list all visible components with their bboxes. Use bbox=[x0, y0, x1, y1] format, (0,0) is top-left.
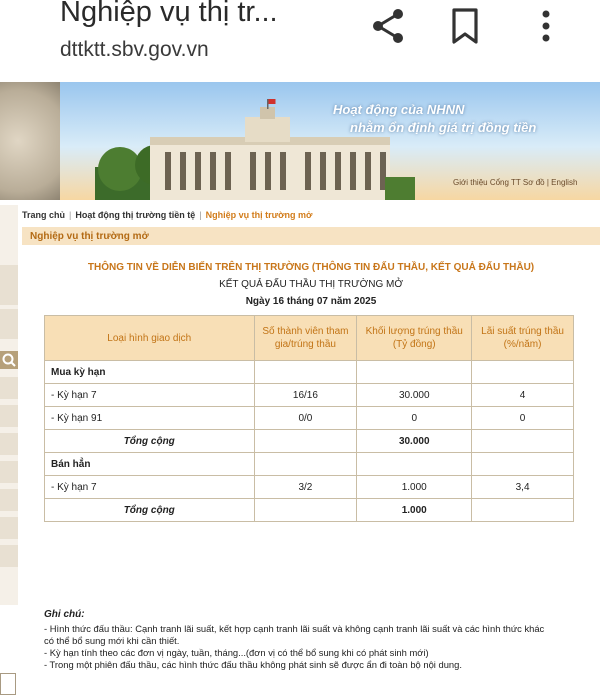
table-cell bbox=[357, 453, 472, 476]
table-row bbox=[45, 476, 574, 499]
table-cell bbox=[357, 361, 472, 384]
notes bbox=[44, 609, 604, 671]
sidebar-block[interactable] bbox=[0, 433, 18, 455]
link-english[interactable]: English bbox=[551, 178, 578, 187]
notes-title: Ghi chú: bbox=[44, 609, 85, 620]
sidebar-block[interactable] bbox=[0, 309, 18, 339]
breadcrumb-money-market[interactable]: Hoạt động thị trường tiền tệ bbox=[75, 210, 196, 220]
table-cell: 3,4 bbox=[472, 476, 574, 499]
table-cell: 1.000 bbox=[357, 476, 472, 499]
table-row bbox=[45, 453, 574, 476]
table-cell: 0 bbox=[357, 407, 472, 430]
table-row bbox=[45, 407, 574, 430]
table-cell: 0/0 bbox=[254, 407, 357, 430]
share-icon[interactable] bbox=[368, 6, 408, 46]
table-cell: - Kỳ hạn 91 bbox=[45, 407, 255, 430]
header-volume: Khối lượng trúng thầu (Tỷ đồng) bbox=[357, 316, 472, 361]
table-cell: - Kỳ hạn 7 bbox=[45, 476, 255, 499]
header-transaction-type: Loại hình giao dịch bbox=[45, 316, 255, 361]
table-cell: Mua kỳ hạn bbox=[45, 361, 255, 384]
table-cell: Bán hẳn bbox=[45, 453, 255, 476]
note-line: - Kỳ hạn tính theo các đơn vị ngày, tuần, tháng...(đơn vị có thể bổ sung khi có phát sinh mới) bbox=[44, 647, 429, 658]
table-cell bbox=[254, 453, 357, 476]
banner-slogan-line1: Hoạt động của NHNN bbox=[333, 102, 465, 117]
header-rate: Lãi suất trúng thầu (%/năm) bbox=[472, 316, 574, 361]
table-cell: 30.000 bbox=[357, 430, 472, 453]
table-cell: Tổng cộng bbox=[45, 499, 255, 522]
table-row bbox=[45, 430, 574, 453]
link-gioi-thieu[interactable]: Giới thiệu bbox=[453, 178, 488, 187]
sidebar-block[interactable] bbox=[0, 489, 18, 511]
info-subtitle: KẾT QUẢ ĐẤU THẦU THỊ TRƯỜNG MỞ bbox=[219, 279, 403, 290]
link-cong-tt[interactable]: Cổng TT bbox=[489, 178, 521, 187]
bookmark-icon[interactable] bbox=[446, 6, 486, 46]
table-row bbox=[45, 499, 574, 522]
table-cell: 1.000 bbox=[357, 499, 472, 522]
page-title: Nghiệp vụ thị tr... bbox=[60, 0, 278, 28]
table-cell: 30.000 bbox=[357, 384, 472, 407]
info-title: THÔNG TIN VỀ DIỄN BIẾN TRÊN THỊ TRƯỜNG (THÔNG TIN ĐẤU THẦU, KẾT QUẢ ĐẤU THẦU) bbox=[87, 262, 535, 273]
sidebar-block[interactable] bbox=[0, 265, 18, 305]
table-cell: 0 bbox=[472, 407, 574, 430]
sidebar-block[interactable] bbox=[0, 517, 18, 539]
sidebar-block[interactable] bbox=[0, 545, 18, 567]
sidebar-select[interactable] bbox=[0, 673, 16, 695]
web-page bbox=[0, 80, 600, 670]
table-cell: 4 bbox=[472, 384, 574, 407]
table-cell: - Kỳ hạn 7 bbox=[45, 384, 255, 407]
table-cell: 3/2 bbox=[254, 476, 357, 499]
banner-coin-image bbox=[0, 82, 60, 200]
main-content bbox=[22, 205, 600, 670]
site-banner bbox=[0, 82, 600, 200]
table-cell bbox=[472, 361, 574, 384]
table-row bbox=[45, 361, 574, 384]
search-icon[interactable] bbox=[0, 351, 18, 369]
page-url[interactable]: dttktt.sbv.gov.vn bbox=[60, 38, 209, 61]
table-header-row bbox=[45, 316, 574, 361]
note-line: - Trong một phiên đấu thầu, các hình thức đấu thầu không phát sinh sẽ được ẩn đi toàn bộ nội dung. bbox=[44, 659, 462, 670]
more-vert-icon[interactable] bbox=[526, 6, 566, 46]
table-cell bbox=[472, 453, 574, 476]
table-cell bbox=[254, 499, 357, 522]
sidebar-block[interactable] bbox=[0, 461, 18, 483]
sidebar-block[interactable] bbox=[0, 377, 18, 399]
breadcrumb-current[interactable]: Nghiệp vụ thị trường mở bbox=[205, 210, 313, 220]
sidebar-block[interactable] bbox=[0, 405, 18, 427]
breadcrumb-home[interactable]: Trang chủ bbox=[22, 210, 66, 220]
table-row bbox=[45, 384, 574, 407]
note-line: - Hình thức đấu thầu: Cạnh tranh lãi suất, kết hợp cạnh tranh lãi suất và không cạnh tranh lãi suất và các hình thức khác bbox=[44, 623, 545, 634]
table-cell bbox=[254, 430, 357, 453]
banner-slogan-line2: nhằm ổn định giá trị đồng tiền bbox=[350, 120, 537, 135]
banner-links: Giới thiệu Cổng TT Sơ đồ | English bbox=[453, 178, 578, 187]
browser-top-bar bbox=[0, 0, 600, 80]
table-cell: Tổng cộng bbox=[45, 430, 255, 453]
breadcrumb: Trang chủ | Hoạt động thị trường tiền tệ | Nghiệp vụ thị trường mở bbox=[22, 210, 313, 220]
info-date: Ngày 16 tháng 07 năm 2025 bbox=[245, 296, 377, 307]
auction-results-table bbox=[44, 315, 574, 522]
note-line: có thể bổ sung mới khi cần thiết. bbox=[44, 635, 180, 646]
table-cell bbox=[254, 361, 357, 384]
table-cell bbox=[472, 499, 574, 522]
left-sidebar bbox=[0, 205, 18, 605]
table-cell: 16/16 bbox=[254, 384, 357, 407]
section-header: Nghiệp vụ thị trường mở bbox=[22, 227, 600, 245]
table-cell bbox=[472, 430, 574, 453]
link-so-do[interactable]: Sơ đồ bbox=[522, 178, 545, 187]
header-members: Số thành viên tham gia/trúng thầu bbox=[254, 316, 357, 361]
